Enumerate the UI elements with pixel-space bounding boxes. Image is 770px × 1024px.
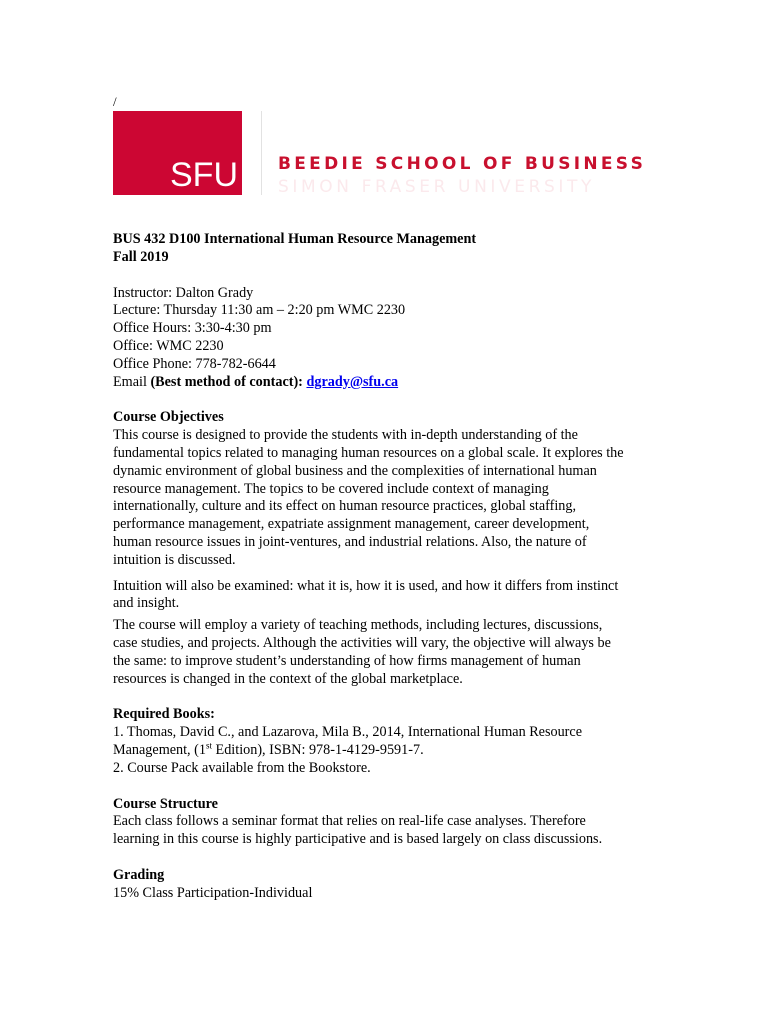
paragraph-line: Intuition will also be examined: what it is, how it is used, and how it differs from instinct — [113, 577, 619, 594]
syllabus-content — [113, 231, 658, 903]
sfu-logo — [113, 111, 242, 195]
paragraph-line: and insight. — [113, 595, 180, 612]
course-term: Fall 2019 — [113, 248, 169, 265]
university-name: SIMON FRASER UNIVERSITY — [278, 177, 595, 197]
lecture-time: Lecture: Thursday 11:30 am – 2:20 pm WMC 2230 — [113, 302, 406, 319]
structure-heading: Course Structure — [113, 795, 218, 812]
book-1-edition-pre: Management, (1 — [113, 741, 206, 758]
book-2: 2. Course Pack available from the Bookstore. — [113, 759, 371, 776]
paragraph-line: performance management, expatriate assignment management, career development, — [113, 516, 590, 533]
books-heading: Required Books: — [113, 706, 215, 723]
header-slash: / — [113, 94, 117, 109]
book-1-line-2 — [113, 742, 658, 760]
structure-line: learning in this course is highly participative and is based largely on class discussions. — [113, 831, 603, 848]
structure-line: Each class follows a seminar format that relies on real-life case analyses. Therefore — [113, 813, 586, 830]
school-name: BEEDIE SCHOOL OF BUSINESS — [278, 154, 647, 174]
email-link[interactable]: dgrady@sfu.ca — [306, 373, 399, 390]
objectives-paragraph-1 — [113, 427, 658, 569]
office-location: Office: WMC 2230 — [113, 337, 224, 354]
instructor: Instructor: Dalton Grady — [113, 284, 254, 301]
book-1-line-1: 1. Thomas, David C., and Lazarova, Mila B., 2014, International Human Resource — [113, 724, 582, 741]
email-prefix: Email — [113, 373, 151, 390]
logo-divider — [261, 111, 262, 195]
paragraph-line: dynamic environment of global business and the complexities of international human — [113, 462, 597, 479]
paragraph-line: human resource issues in joint-ventures, and industrial relations. Also, the nature of — [113, 533, 587, 550]
office-phone: Office Phone: 778-782-6644 — [113, 355, 276, 372]
paragraph-line: intuition is discussed. — [113, 551, 236, 568]
paragraph-line: resources is changed in the context of the global marketplace. — [113, 670, 463, 687]
paragraph-line: resource management. The topics to be covered include context of managing — [113, 480, 549, 497]
objectives-paragraph-3 — [113, 617, 658, 688]
grading-heading: Grading — [113, 866, 165, 883]
paragraph-line: case studies, and projects. Although the activities will vary, the objective will always be — [113, 634, 611, 651]
paragraph-line: This course is designed to provide the students with in-depth understanding of the — [113, 427, 578, 444]
email-label: (Best method of contact): — [150, 373, 307, 390]
course-title: BUS 432 D100 International Human Resource Management — [113, 231, 477, 247]
sfu-logo-text: SFU — [170, 156, 238, 194]
course-info — [113, 285, 658, 392]
email-line — [113, 374, 658, 392]
grading-item: 15% Class Participation-Individual — [113, 884, 313, 901]
objectives-paragraph-2 — [113, 578, 658, 614]
objectives-heading: Course Objectives — [113, 409, 224, 426]
office-hours: Office Hours: 3:30-4:30 pm — [113, 320, 272, 337]
book-1-edition-post: Edition), ISBN: 978-1-4129-9591-7. — [212, 741, 424, 758]
book-1-edition-sup: st — [205, 740, 212, 751]
paragraph-line: The course will employ a variety of teaching methods, including lectures, discussions, — [113, 617, 603, 634]
paragraph-line: fundamental topics related to managing human resources on a global scale. It explores the — [113, 444, 624, 461]
paragraph-line: the same: to improve student’s understanding of how firms management of human — [113, 652, 581, 669]
paragraph-line: internationally, culture and its effect on human resource practices, global staffing, — [113, 498, 577, 515]
